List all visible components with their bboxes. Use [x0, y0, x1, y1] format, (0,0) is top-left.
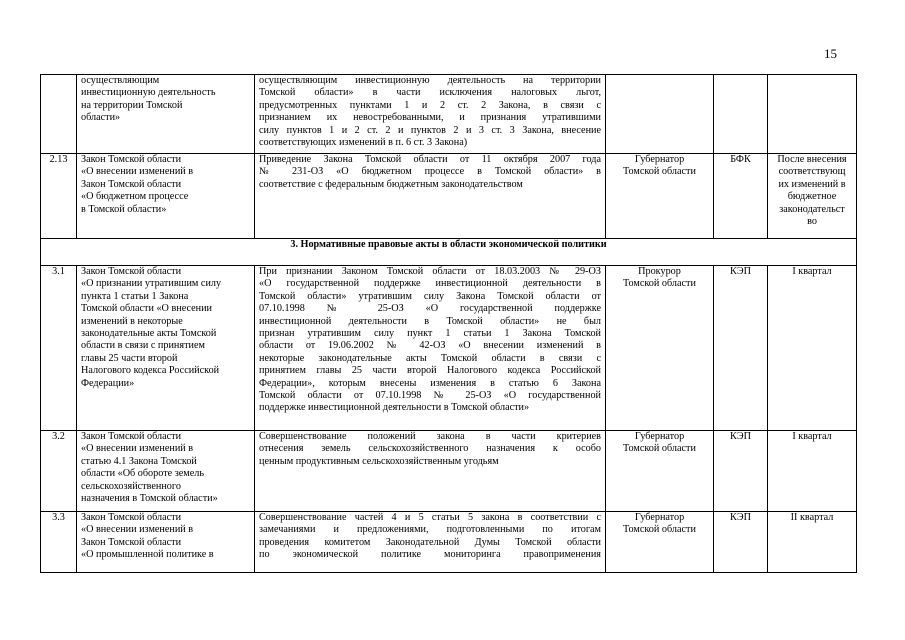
responsible-cell: Губернатор Томской области	[606, 431, 714, 512]
row-number-cell: 2.13	[41, 154, 77, 239]
term-cell: II квартал	[768, 512, 857, 573]
section-title: 3. Нормативные правовые акты в области экономической политики	[41, 239, 857, 266]
executor-cell: КЭП	[714, 266, 768, 431]
responsible-cell: Губернатор Томской области	[606, 154, 714, 239]
act-description-cell: Совершенствование частей 4 и 5 статьи 5 закона в соответствии с замечаниями и предложениями, подготовленными по итогам проведения комитетом Законодательной Думы Томской области по экономической политике мониторинга правоприменения	[255, 512, 606, 573]
table-row	[41, 75, 857, 154]
table-row	[41, 512, 857, 573]
act-name-cell: Закон Томской области «О признании утратившим силу пункта 1 статьи 1 Закона Томской области «О внесении изменений в некоторые законодательные акты Томской области в связи с принятием главы 25 части второй Налогового кодекса Российской Федерации»	[77, 266, 255, 431]
row-number-cell	[41, 75, 77, 154]
act-description-cell: Приведение Закона Томской области от 11 октября 2007 года № 231-ОЗ «О бюджетном процессе в Томской области» в соответствие с федеральным бюджетным законодательством	[255, 154, 606, 239]
row-number-cell: 3.1	[41, 266, 77, 431]
table-row	[41, 266, 857, 431]
act-name-cell: Закон Томской области «О внесении изменений в Закон Томской области «О бюджетном процессе в Томской области»	[77, 154, 255, 239]
executor-cell: КЭП	[714, 512, 768, 573]
term-cell: I квартал	[768, 266, 857, 431]
responsible-cell	[606, 75, 714, 154]
executor-cell	[714, 75, 768, 154]
executor-cell: КЭП	[714, 431, 768, 512]
page-number: 15	[824, 46, 837, 61]
act-description-cell: осуществляющим инвестиционную деятельность на территории Томской области» в части исключения налоговых льгот, предусмотренных пунктами 1 и 2 ст. 2 Закона, в связи с признанием их невостребованными, и признания утратившими силу пунктов 1 и 2 ст. 2 и пунктов 2 и 3 ст. 3 Закона, внесение соответствующих изменений в п. 6 ст. 3 Закона)	[255, 75, 606, 154]
legislation-plan-table	[40, 74, 857, 573]
row-number-cell: 3.2	[41, 431, 77, 512]
responsible-cell: Губернатор Томской области	[606, 512, 714, 573]
executor-cell: БФК	[714, 154, 768, 239]
term-cell	[768, 75, 857, 154]
act-description-cell: При признании Законом Томской области от 18.03.2003 № 29-ОЗ «О государственной поддержке инвестиционной деятельности в Томской области» утратившим силу Закона Томской области от 07.10.1998 № 25-ОЗ «О государственной поддержке инвестиционной деятельности в Томской области» не был признан утратившим силу пункт 1 статьи 1 Закона Томской области от 19.06.2002 № 42-ОЗ «О внесении изменений в некоторые законодательные акты Томской области в связи с принятием главы 25 части второй Налогового кодекса Российской Федерации», которым внесены изменения в статью 6 Закона Томской области от 07.10.1998 № 25-ОЗ «О государственной поддержке инвестиционной деятельности в Томской области»	[255, 266, 606, 431]
section-header-row	[41, 239, 857, 266]
act-name-cell: Закон Томской области «О внесении изменений в Закон Томской области «О промышленной политике в	[77, 512, 255, 573]
row-number-cell: 3.3	[41, 512, 77, 573]
responsible-cell: Прокурор Томской области	[606, 266, 714, 431]
table-row	[41, 431, 857, 512]
term-cell: После внесения соответствующ их изменений в бюджетное законодательст во	[768, 154, 857, 239]
table-row	[41, 154, 857, 239]
act-description-cell: Совершенствование положений закона в части критериев отнесения земель сельскохозяйственного назначения к особо ценным продуктивным сельскохозяйственным угодьям	[255, 431, 606, 512]
act-name-cell: Закон Томской области «О внесении изменений в статью 4.1 Закона Томской области «Об обороте земель сельскохозяйственного назначения в Томской области»	[77, 431, 255, 512]
act-name-cell: осуществляющим инвестиционную деятельность на территории Томской области»	[77, 75, 255, 154]
term-cell: I квартал	[768, 431, 857, 512]
